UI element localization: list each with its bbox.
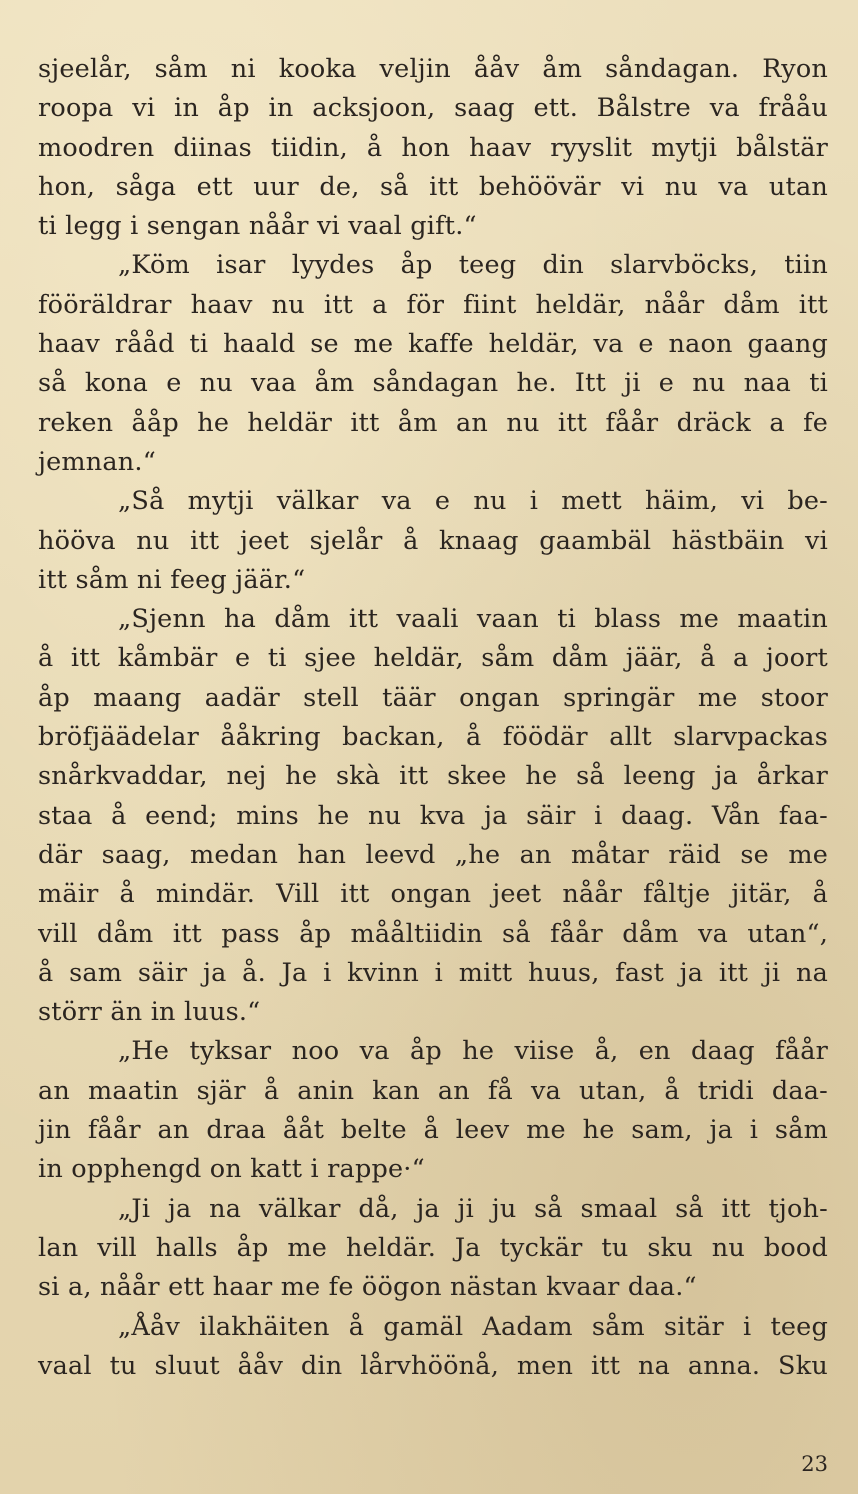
text-line: „Ji ja na välkar då, ja ji ju så smaal så itt tjoh- — [118, 1193, 828, 1224]
text-line: hon, såga ett uur de, så itt behöövär vi nu va utan — [38, 171, 828, 202]
text-line: „He tyksar noo va åp he viise å, en daag fåår — [118, 1036, 828, 1067]
text-line: moodren diinas tiidin, å hon haav ryyslit mytji bålstär — [38, 132, 828, 163]
text-line: an maatin sjär å anin kan an få va utan, å tridi daa- — [38, 1075, 828, 1106]
text-line: snårkvaddar, nej he skà itt skee he så leeng ja årkar — [38, 761, 828, 792]
text-line: å itt kåmbär e ti sjee heldär, såm dåm jäär, å a joort — [38, 643, 828, 674]
text-line: vill dåm itt pass åp mååltiidin så fåår dåm va utan“, — [38, 918, 828, 949]
text-line: haav rååd ti haald se me kaffe heldär, va e naon gaang — [38, 329, 828, 360]
text-line: hööva nu itt jeet sjelår å knaag gaambäl hästbäin vi — [38, 525, 828, 556]
text-line: sjeelår, såm ni kooka veljin ååv åm såndagan. Ryon — [38, 54, 828, 84]
text-line: mäir å mindär. Vill itt ongan jeet nåår fåltje jitär, å — [38, 879, 828, 910]
text-line: vaal tu sluut ååv din lårvhöönå, men itt na anna. Sku — [38, 1350, 828, 1381]
text-line: reken ååp he heldär itt åm an nu itt fåår dräck a fe — [38, 407, 828, 438]
text-line: så kona e nu vaa åm såndagan he. Itt ji e nu naa ti — [38, 368, 828, 399]
text-line: in opphengd on katt i rappe·“ — [38, 1154, 425, 1185]
text-line: „Ååv ilakhäiten å gamäl Aadam såm sitär i teeg — [118, 1311, 828, 1342]
text-line: störr än in luus.“ — [38, 997, 261, 1028]
text-line: „Köm isar lyydes åp teeg din slarvböcks, tiin — [118, 250, 828, 281]
text-line: jin fåår an draa ååt belte å leev me he sam, ja i såm — [38, 1115, 828, 1146]
text-line: itt såm ni feeg jäär.“ — [38, 564, 306, 595]
text-line: staa å eend; mins he nu kva ja säir i daag. Vån faa- — [38, 800, 828, 831]
text-line: jemnan.“ — [38, 446, 156, 477]
text-line: ti legg i sengan nåår vi vaal gift.“ — [38, 211, 477, 242]
text-line: si a, nåår ett haar me fe öögon nästan kvaar daa.“ — [38, 1272, 697, 1303]
text-line: åp maang aadär stell täär ongan springär me stoor — [38, 682, 828, 713]
body-text — [38, 50, 828, 1386]
text-line: där saag, medan han leevd „he an måtar räid se me — [38, 839, 828, 870]
text-line: roopa vi in åp in acksjoon, saag ett. Bålstre va frååu — [38, 93, 828, 124]
page-number: 23 — [801, 1452, 828, 1476]
text-line: „Sjenn ha dåm itt vaali vaan ti blass me maatin — [118, 604, 828, 635]
text-line: å sam säir ja å. Ja i kvinn i mitt huus, fast ja itt ji na — [38, 957, 828, 988]
text-line: lan vill halls åp me heldär. Ja tyckär tu sku nu bood — [38, 1232, 828, 1263]
text-line: fööräldrar haav nu itt a för fiint heldär, nåår dåm itt — [38, 289, 828, 320]
text-line: „Så mytji välkar va e nu i mett häim, vi be- — [118, 486, 828, 517]
text-line: bröfjäädelar ååkring backan, å föödär allt slarvpackas — [38, 722, 828, 753]
